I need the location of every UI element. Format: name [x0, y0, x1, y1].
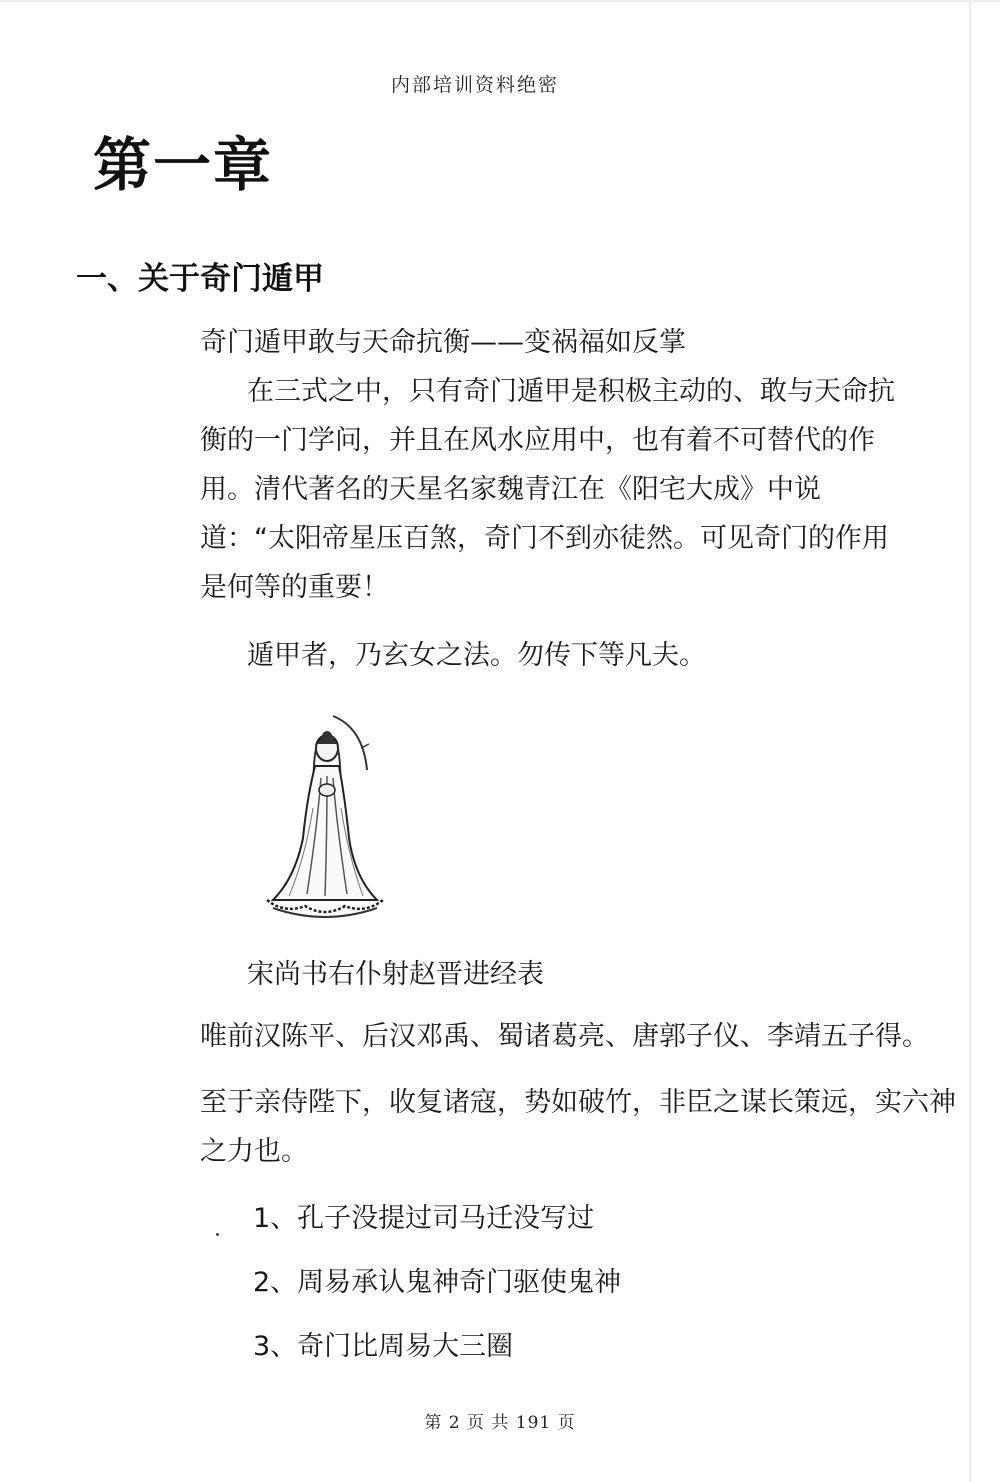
section-heading: 一、关于奇门遁甲 [76, 261, 324, 297]
list-item: 3、奇门比周易大三圈 [253, 1331, 514, 1362]
goddess-figure-illustration [255, 708, 395, 928]
chapter-title: 第一章 [93, 131, 274, 199]
paragraph-power: 至于亲侍陛下，收复诸寇，势如破竹，非臣之谋长策远，实六神之力也。 [200, 1087, 956, 1167]
scan-right-edge [969, 0, 972, 1482]
page-footer: 第 2 页 共 191 页 [424, 1413, 576, 1433]
scan-speck [216, 1233, 219, 1236]
figure-caption: 宋尚书右仆射赵晋进经表 [247, 959, 544, 990]
quote-line: 遁甲者，乃玄女之法。勿传下等凡夫。 [247, 640, 706, 671]
list-item: 1、孔子没提过司马迁没写过 [253, 1203, 595, 1234]
page-header: 内部培训资料绝密 [390, 74, 559, 96]
list-item: 2、周易承认鬼神奇门驱使鬼神 [253, 1267, 622, 1298]
goddess-figure-icon [255, 708, 395, 928]
paragraph-names: 唯前汉陈平、后汉邓禹、蜀诸葛亮、唐郭子仪、李靖五子得。 [200, 1021, 929, 1052]
paragraph-intro: 在三式之中，只有奇门遁甲是积极主动的、敢与天命抗衡的一门学问，并且在风水应用中，也有着不可替代的作用。清代著名的天星名家魏青江在《阳宅大成》中说道：“太阳帝星压百煞，奇门不到亦徒然。可见奇门的作用是何等的重要！ [200, 376, 895, 603]
subtitle-line: 奇门遁甲敢与天命抗衡——变祸福如反掌 [200, 327, 686, 358]
scan-top-edge [0, 0, 1000, 2]
